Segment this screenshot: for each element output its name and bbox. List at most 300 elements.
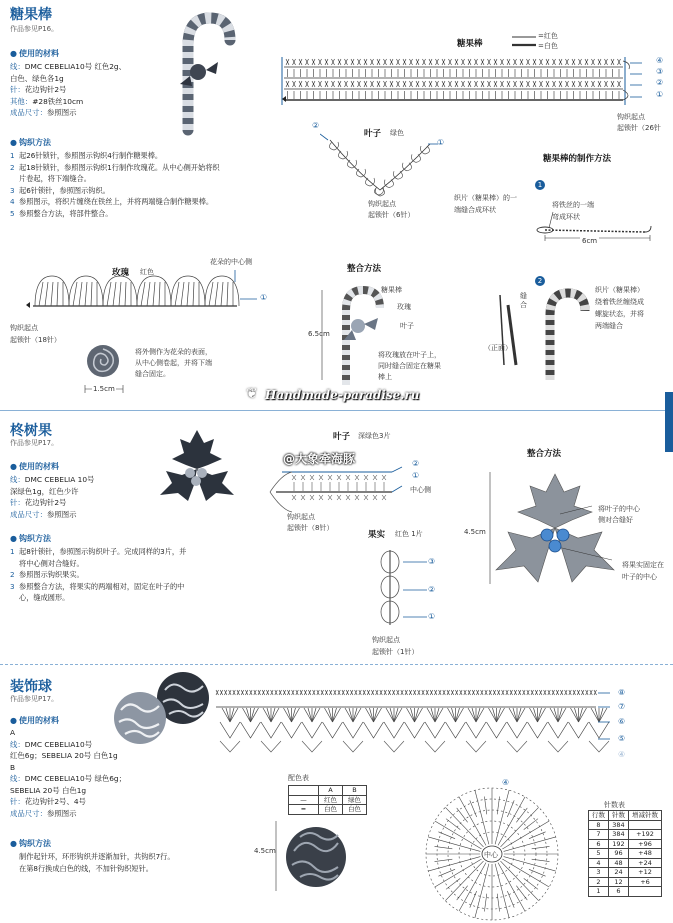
front-label: （正面） [484, 344, 512, 352]
step-line [10, 569, 270, 581]
fruit-row-2: ② [428, 585, 436, 594]
stitch-mark [73, 282, 77, 306]
stitch-mark [425, 722, 445, 738]
stitch-mark [159, 282, 160, 306]
stitch-mark [428, 857, 480, 871]
material-line [10, 73, 180, 85]
stitch-mark [466, 741, 486, 752]
fruit-row-3: ③ [428, 557, 436, 566]
candy-row-3: ③ [656, 67, 664, 76]
step2-text-3: 螺旋状态，并将 [595, 310, 644, 318]
count-table-cell: 3 [589, 868, 609, 878]
count-table-cell: 行数 [589, 811, 609, 821]
stitch-mark [343, 741, 363, 752]
color-table-cell: ━ [289, 805, 319, 815]
step-text: 参照图示，将织片缠绕在铁丝上，并将两端缝合制作糖果棒。 [19, 197, 214, 206]
stitch-mark [325, 708, 333, 722]
stitch-mark [292, 708, 296, 722]
stitch-mark [45, 282, 48, 306]
stitch-mark [528, 722, 548, 738]
fruit-start-1: 钩织起点 [372, 636, 400, 644]
stitch-mark [226, 708, 230, 722]
stitch-mark [288, 708, 292, 722]
stitch-mark [345, 708, 353, 722]
step-text: 起26针锁针，参照图示钩织4行制作糖果棒。 [19, 151, 163, 160]
stitch-mark [349, 708, 353, 722]
stitch-mark [448, 708, 456, 722]
stitch-mark [500, 807, 538, 847]
holly-leaf-title: 叶子 [333, 432, 351, 442]
stitch-mark [79, 282, 82, 306]
candy-cane-photo [170, 10, 240, 140]
rose-note-1: 将外侧作为花朵的表面， [135, 348, 212, 356]
color-table-cell: — [289, 795, 319, 805]
stitch-mark [261, 741, 281, 752]
candy-leaf-row-1: ① [437, 138, 445, 147]
step-text: 心，缝成圆形。 [19, 593, 70, 602]
stitch-mark [175, 282, 179, 306]
stitch-mark [405, 722, 425, 738]
stitch-mark [386, 708, 394, 722]
stitch-mark [181, 282, 184, 306]
step-number: 1 [10, 151, 15, 160]
material-line [10, 486, 170, 498]
stitch-mark [271, 708, 279, 722]
stitch-mark [509, 708, 517, 722]
stitch-mark [497, 708, 501, 722]
count-table-cell: 5 [589, 849, 609, 859]
candy-assembly-diagram [318, 280, 408, 390]
stitch-mark [353, 708, 357, 722]
ball-stitch-chart [212, 686, 612, 756]
count-table-cell: 6 [589, 839, 609, 849]
holly-materials [10, 474, 170, 520]
stitch-mark [220, 741, 240, 752]
material-key: 针： [10, 797, 25, 806]
count-table-cell: 4 [589, 858, 609, 868]
stitch-mark [438, 869, 455, 876]
ball-materials-heading: ● 使用的材料 [10, 715, 59, 726]
candy-title: 糖果棒 [10, 7, 52, 23]
holly-leaf-row-1: ① [412, 471, 420, 480]
watermark: Handmade-paradise.ru [265, 388, 420, 402]
stitch-mark [529, 832, 546, 839]
stitch-mark [475, 790, 489, 844]
stitch-mark [284, 708, 292, 722]
candy-start-2: 起锁针（26针 [617, 124, 661, 132]
asm-note-1: 将玫瑰放在叶子上， [378, 351, 441, 359]
material-key: 成品尺寸： [10, 808, 47, 818]
color-table-cell: 红色 [319, 795, 343, 805]
material-value: B [10, 762, 16, 772]
stitch-mark [125, 282, 126, 306]
step-line [10, 581, 270, 593]
material-value: 花边钩针2号 [24, 85, 67, 94]
legend-red: =红色 [538, 32, 558, 40]
watermark-2: @大象牵海豚 [283, 452, 356, 466]
stitch-mark [579, 708, 583, 722]
color-table-cell: 白色 [343, 805, 367, 815]
stitch-mark [554, 708, 558, 722]
rose-start-2: 起锁针（18针） [10, 336, 61, 344]
material-value: 白色、绿色各1g [10, 73, 64, 83]
color-table-head-2: B [343, 786, 367, 796]
rose-color: 红色 [140, 268, 154, 276]
stitch-mark [353, 708, 361, 722]
count-table-cell: 96 [609, 849, 629, 859]
legend-line-red [510, 34, 538, 48]
stitch-mark [497, 894, 499, 912]
stitch-mark [263, 708, 271, 722]
stitch-mark [456, 708, 464, 722]
material-line [10, 796, 180, 808]
stitch-mark [591, 708, 599, 722]
stitch-mark [507, 722, 527, 738]
candy-leaf-row-2: ② [312, 121, 320, 130]
stitch-mark [445, 861, 483, 901]
color-table [288, 785, 367, 815]
stitch-mark [466, 722, 486, 738]
count-table-cell: 8 [589, 820, 609, 830]
holly-assembly-diagram [480, 462, 630, 592]
stitch-mark [470, 891, 477, 908]
holly-steps [10, 546, 270, 604]
stitch-mark [575, 708, 579, 722]
stitch-mark [548, 722, 568, 738]
stitch-mark [434, 846, 452, 848]
material-line [10, 96, 180, 108]
fruit-chart [375, 545, 435, 630]
ball-dim: 4.5cm [254, 847, 276, 855]
material-key: 针： [10, 85, 25, 94]
rose-row-1: ① [260, 293, 268, 302]
stitch-mark [571, 708, 579, 722]
count-table-cell: +48 [629, 849, 662, 859]
ball-steps [10, 851, 270, 874]
step-text: 参照整合方法，将部件整合。 [19, 208, 113, 218]
stitch-mark [302, 741, 322, 752]
step-number: 3 [10, 185, 15, 195]
fruit-title: 果实 [368, 530, 386, 540]
stitch-mark [435, 708, 439, 722]
material-line [10, 785, 180, 797]
stitch-mark [230, 708, 234, 722]
dim-15cm: 1.5cm [93, 385, 115, 393]
material-key: 针： [10, 498, 25, 507]
stitch-mark [302, 722, 322, 738]
stitch-mark [230, 708, 238, 722]
step-number: 1 [10, 547, 15, 556]
holly-title: 柊树果 [10, 423, 52, 439]
rose-title: 玫瑰 [112, 268, 130, 278]
stitch-mark [517, 708, 525, 722]
material-line [10, 762, 180, 774]
material-line [10, 61, 180, 73]
stitch-mark [550, 708, 558, 722]
count-table-cell [629, 887, 662, 897]
stitch-mark [428, 837, 480, 851]
holly-asm-note-1: 将叶子的中心 [598, 505, 640, 513]
sew-label: 缝合 [520, 292, 527, 309]
candy-ref: 作品参见P16。 [10, 25, 59, 33]
material-value: 参照图示 [46, 808, 77, 818]
step-number: 4 [10, 197, 15, 206]
stitch-mark [153, 282, 155, 306]
rose-photo [85, 343, 121, 379]
count-table-cell: 384 [609, 820, 629, 830]
stitch-mark [312, 708, 320, 722]
stitch-mark [113, 282, 116, 306]
candy-leaf-title: 叶子 [364, 129, 382, 139]
fruit-color: 红色 1片 [395, 530, 423, 538]
stitch-mark [384, 741, 404, 752]
stitch-mark [119, 282, 121, 306]
stitch-mark [407, 708, 415, 722]
material-key: 线： [10, 774, 25, 783]
candy-materials [10, 61, 180, 119]
stitch-mark [385, 180, 394, 188]
holly-leaf-start-1: 钩织起点 [287, 513, 315, 521]
stitch-mark [366, 708, 374, 722]
step-text: 起8针锁针，参照图示钩织叶子。完成同样的3片，并 [19, 547, 187, 556]
candy-leaf-color: 绿色 [390, 129, 404, 137]
section-divider-2 [0, 664, 673, 665]
asm-note-3: 棒上 [378, 373, 392, 381]
stitch-mark [445, 807, 483, 847]
stitch-mark [415, 708, 419, 722]
color-table-head-1: A [319, 786, 343, 796]
rose-center: 花朵的中心侧 [210, 258, 252, 266]
stitch-mark [476, 708, 480, 722]
stitch-mark [394, 708, 402, 722]
count-table-cell: +12 [629, 868, 662, 878]
spiral-wrap-diagram [490, 285, 590, 385]
stitch-mark [308, 708, 312, 722]
rose-chart [25, 268, 275, 318]
stitch-mark [569, 722, 589, 738]
material-key: 成品尺寸： [10, 509, 47, 519]
stitch-mark [227, 282, 228, 306]
step-line [10, 185, 280, 197]
step-number: 3 [10, 581, 15, 591]
stitch-mark [91, 282, 92, 306]
candy-chart-title: 糖果棒 [457, 39, 483, 49]
ball-row-4: ④ [618, 750, 626, 759]
stitch-mark [517, 708, 521, 722]
stitch-mark [312, 708, 316, 722]
holly-center-side: 中心侧 [410, 486, 431, 494]
material-value: 参照图示 [46, 509, 77, 519]
stitch-mark [364, 722, 384, 738]
stitch-mark [329, 708, 333, 722]
holly-leaf-chart [262, 462, 412, 517]
step-line [10, 150, 280, 162]
material-line [10, 509, 170, 521]
stitch-mark [476, 708, 484, 722]
color-table-cell: 白色 [319, 805, 343, 815]
material-key: 线： [10, 475, 25, 484]
count-table-cell: 增减针数 [629, 811, 662, 821]
stitch-mark [222, 708, 230, 722]
step-text: 制作起针环，环形钩织并逐渐加针，共钩织7行。 [19, 852, 175, 861]
stitch-mark [468, 708, 476, 722]
center-row-4: ④ [502, 778, 510, 787]
stitch-mark [370, 708, 374, 722]
material-value: 花边钩针2号、4号 [24, 797, 86, 806]
stitch-mark [243, 708, 251, 722]
stitch-mark [147, 282, 150, 306]
holly-method-heading: ● 钩织方法 [10, 533, 51, 544]
wire-text-1: 将铁丝的一端 [552, 201, 594, 209]
step2-text-2: 绕着铁丝缠绕成 [595, 298, 644, 306]
material-key: 线： [10, 739, 25, 749]
stitch-mark [489, 708, 497, 722]
material-line [10, 84, 180, 96]
stitch-mark [548, 741, 568, 752]
count-table-cell: 6 [609, 887, 629, 897]
stitch-mark [215, 282, 218, 306]
ball-photo [105, 670, 215, 750]
material-line [10, 497, 170, 509]
ball-row-7: ⑦ [618, 702, 626, 711]
stitch-mark [415, 708, 423, 722]
rose-start-1: 钩织起点 [10, 324, 38, 332]
stitch-mark [487, 722, 507, 738]
material-key: 成品尺寸： [10, 108, 47, 117]
holly-materials-heading: ● 使用的材料 [10, 461, 59, 472]
candy-row-4: ④ [656, 56, 664, 65]
step-line [10, 546, 270, 558]
stitch-mark [538, 708, 542, 722]
stitch-mark [411, 708, 415, 722]
holly-asm-note-4: 叶子的中心 [622, 573, 657, 581]
step-text: 在第8行换成白色的线，不加针钩织短针。 [19, 863, 153, 873]
ball-row-6: ⑥ [618, 717, 626, 726]
count-table-cell [629, 820, 662, 830]
wire-text-2: 弯成环状 [552, 213, 580, 221]
step1-text-2: 端缝合成环状 [454, 206, 496, 214]
section-tab-1 [665, 392, 673, 452]
candy-start-1: 钩织起点 [617, 113, 645, 121]
step2-text-1: 织片（糖果棒） [595, 286, 644, 294]
stitch-mark [251, 708, 259, 722]
asm-note-2: 同时缝合固定在糖果 [378, 362, 441, 370]
material-value: 花边钩针2号 [24, 498, 67, 507]
step2-badge: 2 [535, 276, 545, 286]
step-line [10, 851, 270, 863]
count-table-cell: 1 [589, 887, 609, 897]
count-table-cell: 2 [589, 877, 609, 887]
holly-assembly-title: 整合方法 [527, 449, 562, 459]
stitch-mark [500, 861, 538, 901]
candy-materials-heading: ● 使用的材料 [10, 48, 59, 59]
step-line [10, 592, 270, 604]
candy-leaf-start-1: 钩织起点 [368, 200, 396, 208]
step-line [10, 196, 280, 208]
ball-ref: 作品参见P17。 [10, 695, 59, 703]
color-table-cell: 绿色 [343, 795, 367, 805]
asm-rose-label: 玫瑰 [397, 303, 411, 311]
holly-asm-note-3: 将果实固定在 [622, 561, 664, 569]
stitch-mark [39, 282, 43, 306]
fruit-row-1: ① [428, 612, 436, 621]
step-text: 参照整合方法，将果实的两端相对，固定在叶子的中 [19, 581, 185, 591]
rose-note-2: 从中心侧卷起，并将下端 [135, 359, 212, 367]
holly-ref: 作品参见P17。 [10, 439, 59, 447]
stitch-mark [141, 282, 145, 306]
asm-dim-65: 6.5cm [308, 330, 330, 338]
stitch-mark [446, 722, 466, 738]
step-number: 2 [10, 162, 15, 172]
step1-badge: 1 [535, 180, 545, 190]
material-value: DMC CEBELIA10号 [24, 739, 93, 749]
stitch-mark [304, 708, 312, 722]
stitch-mark [507, 741, 527, 752]
ball-flower-photo [272, 815, 352, 895]
watermark-icon: ❦ [246, 386, 258, 402]
material-value: 参照图示 [46, 108, 77, 117]
count-table-cell: 24 [609, 868, 629, 878]
stitch-mark [599, 708, 603, 722]
stitch-mark [425, 741, 445, 752]
stitch-mark [589, 741, 609, 752]
stitch-mark [513, 708, 517, 722]
stitch-mark [57, 282, 58, 306]
stitch-mark [456, 708, 460, 722]
stitch-mark [493, 708, 497, 722]
stitch-mark [495, 790, 509, 844]
count-table [588, 810, 662, 897]
stitch-mark [529, 869, 546, 876]
stitch-mark [384, 722, 404, 738]
stitch-mark [435, 708, 443, 722]
count-table-cell: 48 [609, 858, 629, 868]
stitch-mark [558, 708, 562, 722]
material-line [10, 474, 170, 486]
asm-candy-label: 糖果棒 [381, 286, 402, 294]
stitch-mark [495, 864, 509, 918]
stitch-mark [251, 708, 255, 722]
stitch-mark [534, 708, 538, 722]
count-table-cell: 384 [609, 830, 629, 840]
candy-crochet-chart [280, 55, 655, 110]
stitch-mark [193, 282, 194, 306]
candy-row-1: ① [656, 90, 664, 99]
stitch-mark [261, 722, 281, 738]
material-key: 线： [10, 62, 25, 71]
count-table-cell: 7 [589, 830, 609, 840]
step-line [10, 162, 280, 174]
stitch-mark [589, 722, 609, 738]
stitch-mark [390, 708, 394, 722]
material-value: DMC CEBELIA 10号 [24, 475, 95, 484]
candy-assembly-title: 整合方法 [347, 264, 382, 274]
asm-leaf-label: 叶子 [400, 322, 414, 330]
candy-leaf-start-2: 起锁针（6针） [368, 211, 415, 219]
count-table-cell: 192 [609, 839, 629, 849]
candy-method-heading: ● 钩织方法 [10, 137, 51, 148]
holly-leaf-color: 深绿色3片 [358, 432, 391, 440]
candy-making-title: 糖果棒的制作方法 [543, 154, 612, 164]
stitch-mark [282, 722, 302, 738]
ball-method-heading: ● 钩织方法 [10, 838, 51, 849]
center-label: 中心 [484, 851, 498, 859]
count-table-cell: +6 [629, 877, 662, 887]
fruit-start-2: 起锁针（1针） [372, 648, 419, 656]
count-table-cell: +24 [629, 858, 662, 868]
stitch-mark [470, 800, 477, 817]
stitch-mark [271, 708, 275, 722]
